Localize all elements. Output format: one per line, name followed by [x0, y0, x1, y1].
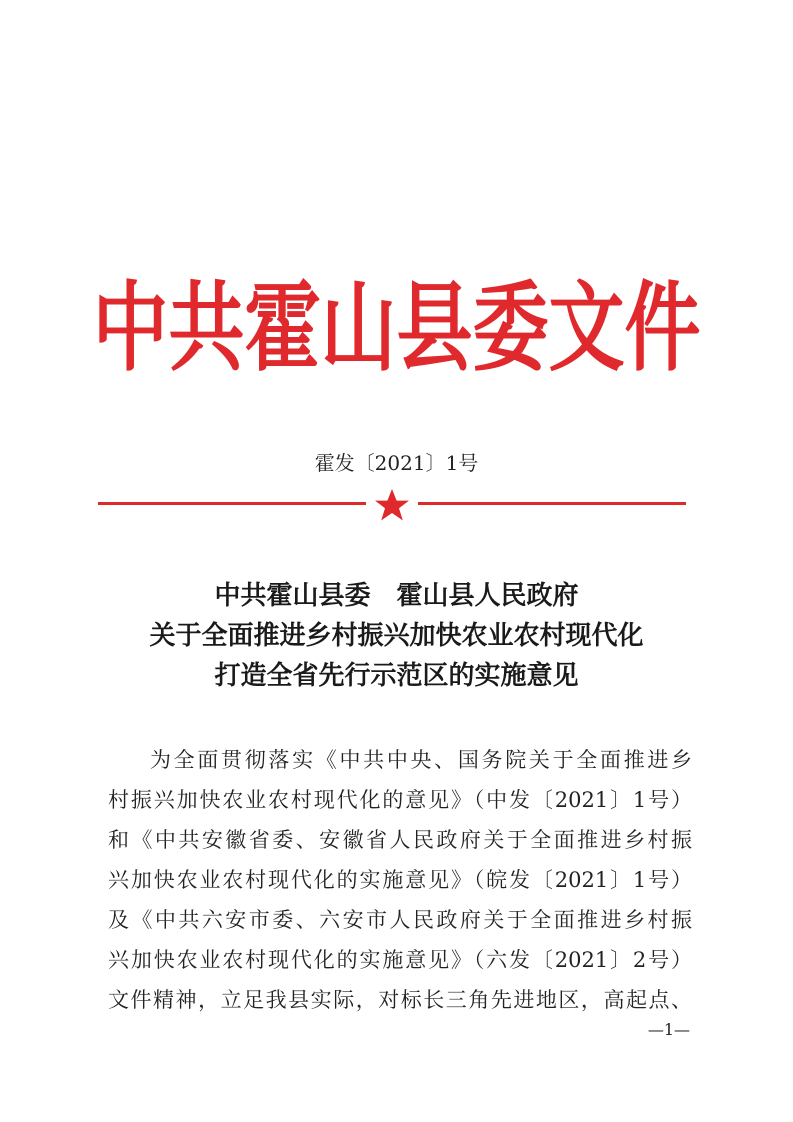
title-line: 关于全面推进乡村振兴加快农业农村现代化	[149, 621, 644, 651]
body-paragraph	[108, 740, 692, 1020]
title-line: 中共霍山县委 霍山县人民政府	[214, 581, 579, 611]
document-title	[0, 576, 793, 696]
document-number: 霍发〔2021〕1号	[314, 451, 479, 475]
divider-line-right	[418, 502, 686, 505]
body-line: 文件精神，立足我县实际，对标长三角先进地区，高起点、	[108, 988, 692, 1012]
body-line: 兴加快农业农村现代化的实施意见》（六发〔2021〕2号）	[108, 948, 692, 972]
title-line: 打造全省先行示范区的实施意见	[214, 661, 579, 691]
body-line: 兴加快农业农村现代化的实施意见》（皖发〔2021〕1号）	[108, 868, 692, 892]
masthead-title: 中共霍山县委文件	[92, 270, 701, 385]
page-number: —1—	[647, 1020, 690, 1039]
divider-line-left	[98, 502, 366, 505]
body-line: 为全面贯彻落实《中共中央、国务院关于全面推进乡	[150, 748, 692, 772]
body-line: 及《中共六安市委、六安市人民政府关于全面推进乡村振	[108, 908, 692, 932]
star-icon	[372, 488, 412, 522]
body-line: 和《中共安徽省委、安徽省人民政府关于全面推进乡村振	[108, 828, 692, 852]
body-line: 村振兴加快农业农村现代化的意见》（中发〔2021〕1号）	[108, 788, 692, 812]
